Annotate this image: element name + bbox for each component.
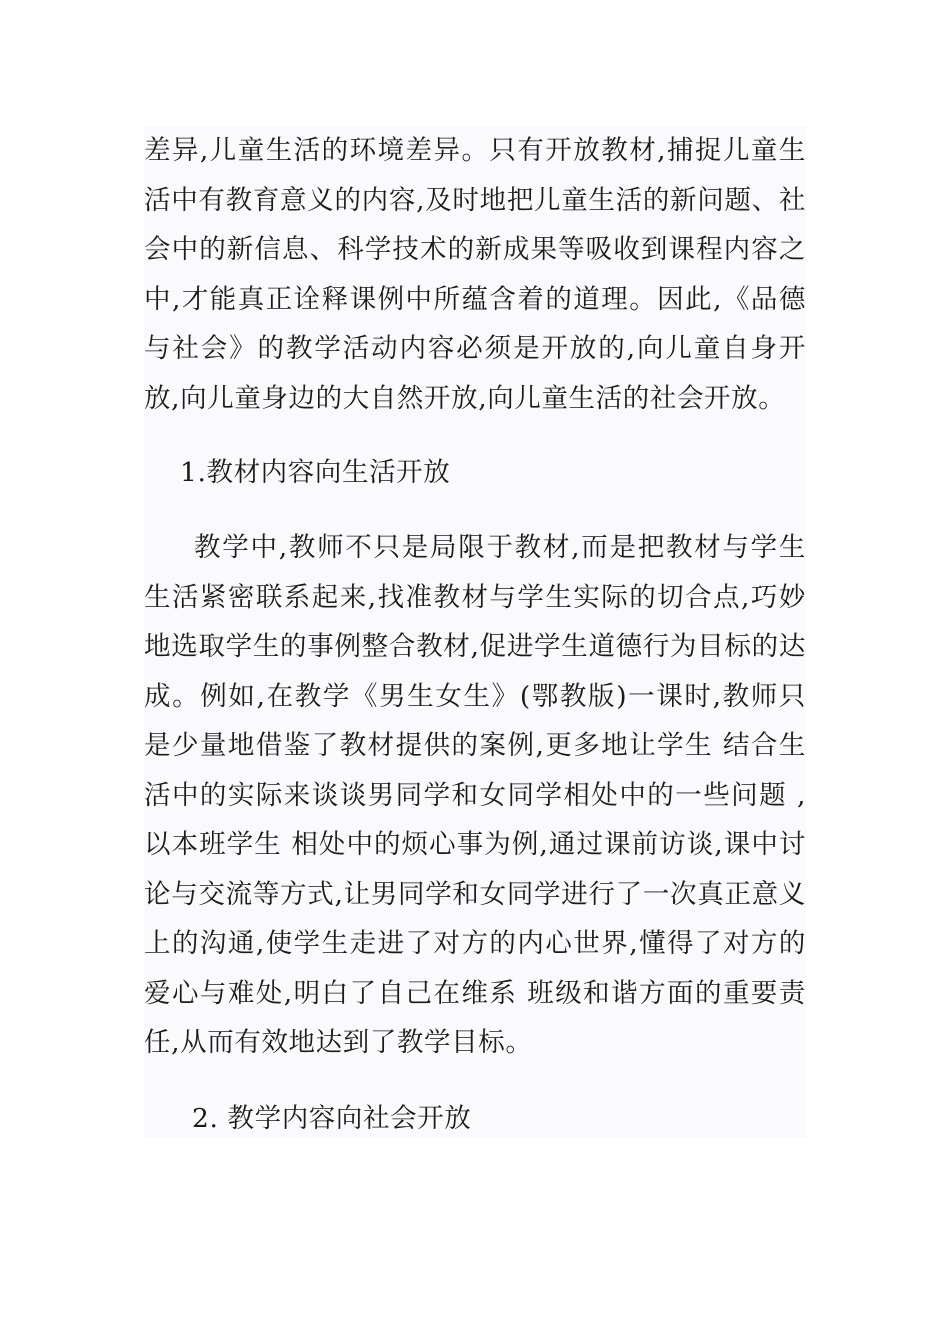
section-heading-2: 2. 教学内容向社会开放 (192, 1103, 472, 1134)
text-block (144, 126, 806, 1138)
section-heading-1: 1.教材内容向生活开放 (180, 457, 451, 488)
paragraph-intro: 差异,儿童生活的环境差异。只有开放教材,捕捉儿童生活中有教育意义的内容,及时地把儿童生活的新问题、社会中的新信息、科学技术的新成果等吸收到课程内容之中,才能真正诠释课例中所蕴含着的道理。因此,《品德与社会》的教学活动内容必须是开放的,向儿童自身开放,向儿童身边的大自然开放,向儿童生活的社会开放。 (144, 135, 806, 414)
paragraph-section-1: 教学中,教师不只是局限于教材,而是把教材与学生生活紧密联系起来,找准教材与学生实际的切合点,巧妙地选取学生的事例整合教材,促进学生道德行为目标的达成。例如,在教学《男生女生》(鄂教版)一课时,教师只是少量地借鉴了教材提供的案例,更多地让学生 结合生活中的实际来谈谈男同学和女同学相处中的一些问题 ,以本班学生 相处中的烦心事为例,通过课前访谈,课中讨论与交流等方式,让男同学和女同学进行了一次真正意义上的沟通,使学生走进了对方的内心世界,懂得了对方的爱心与难处,明白了自己在维系 班级和谐方面的重要责任,从而有效地达到了教学目标。 (144, 532, 806, 1058)
